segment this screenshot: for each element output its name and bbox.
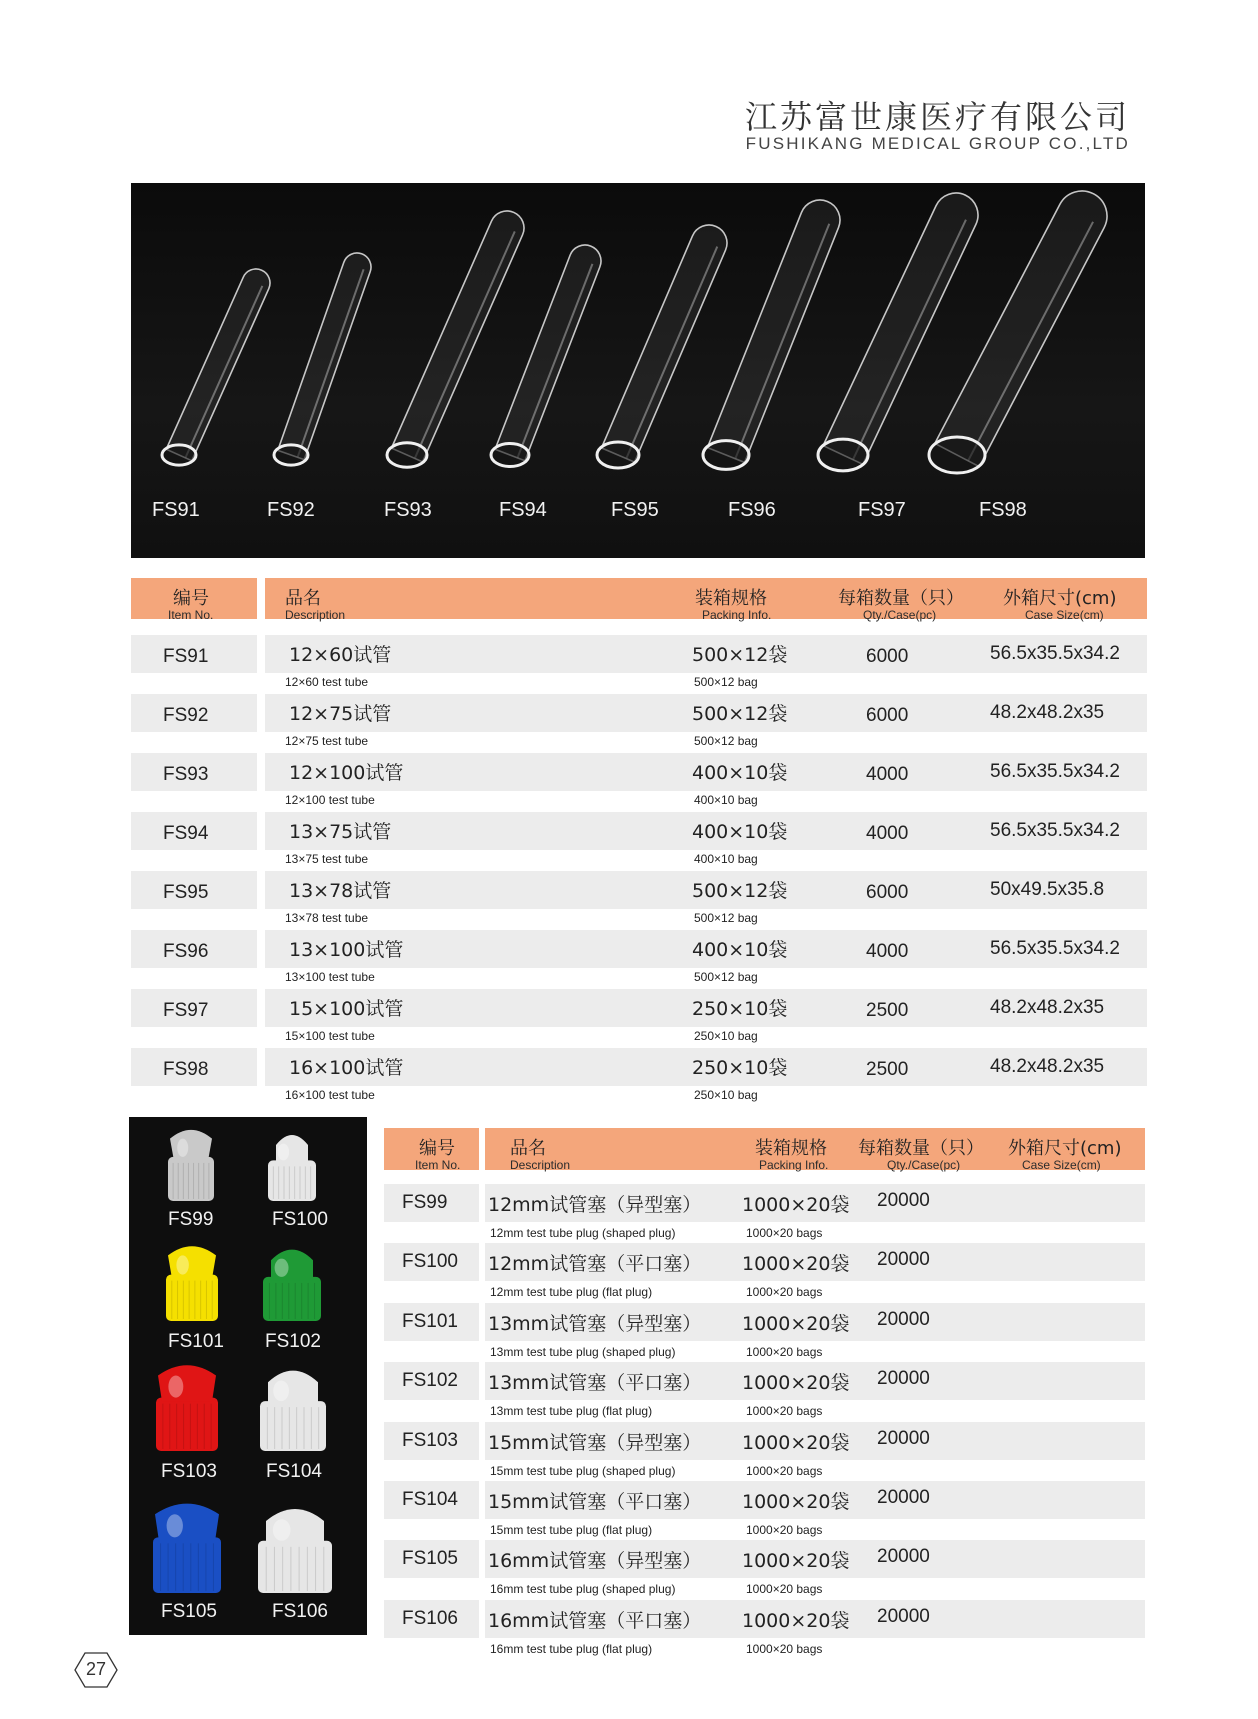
tube-pack-cn: 500×12袋	[692, 644, 788, 666]
tube-label-fs94: FS94	[499, 499, 547, 521]
plug-desc-cn: 12mm试管塞（平口塞）	[488, 1253, 702, 1276]
plug-shape	[168, 1130, 214, 1201]
plug-header-size-cn: 外箱尺寸(cm)	[1008, 1138, 1122, 1159]
tube-desc-en: 13×100 test tube	[285, 970, 375, 984]
plug-qty: 20000	[877, 1487, 930, 1508]
plug-item-no: FS99	[402, 1192, 448, 1213]
plug-label-fs103: FS103	[161, 1461, 217, 1482]
tube-pack-en: 400×10 bag	[694, 793, 758, 807]
tube-qty: 6000	[866, 882, 909, 903]
header-qty-en: Qty./Case(pc)	[863, 608, 937, 622]
plug-label-fs102: FS102	[265, 1331, 321, 1352]
tube-table-header-item	[131, 578, 257, 622]
plug-header-desc-en: Description	[510, 1158, 571, 1172]
tube-desc-en: 13×78 test tube	[285, 911, 369, 925]
header-size-cn: 外箱尺寸(cm)	[1003, 588, 1117, 609]
tube-item-no: FS97	[163, 1000, 209, 1021]
plug-pack-cn: 1000×20袋	[742, 1372, 850, 1395]
tube-pack-cn: 250×10袋	[692, 1057, 788, 1079]
header-packing-cn: 装箱规格	[695, 588, 767, 609]
test-tube-shape	[597, 225, 727, 468]
tube-pack-cn: 400×10袋	[692, 762, 788, 784]
tube-pack-cn: 250×10袋	[692, 998, 788, 1020]
plug-header-packing-en: Packing Info.	[759, 1158, 829, 1172]
header-desc-en: Description	[285, 608, 346, 622]
plug-pack-en: 1000×20 bags	[746, 1285, 823, 1300]
tube-label-fs97: FS97	[858, 499, 906, 521]
plug-pack-en: 1000×20 bags	[746, 1344, 823, 1359]
tube-label-fs91: FS91	[152, 499, 200, 521]
tube-desc-cn: 12×60试管	[289, 644, 392, 666]
tube-qty: 4000	[866, 764, 909, 785]
tube-item-no: FS96	[163, 941, 209, 962]
tube-pack-cn: 500×12袋	[692, 703, 788, 725]
tube-case-size: 56.5x35.5x34.2	[990, 643, 1120, 664]
tube-desc-cn: 13×75试管	[289, 821, 392, 843]
plug-desc-cn: 15mm试管塞（异型塞）	[488, 1431, 702, 1454]
tube-label-fs96: FS96	[728, 499, 776, 521]
tube-desc-cn: 13×78试管	[289, 880, 392, 902]
header-item-en: Item No.	[168, 608, 214, 622]
test-tube-shape	[491, 245, 601, 467]
plug-shape	[263, 1250, 321, 1321]
tube-pack-cn: 400×10袋	[692, 821, 788, 843]
plug-shape	[268, 1135, 316, 1201]
plug-qty: 20000	[877, 1190, 930, 1211]
plug-pack-cn: 1000×20袋	[742, 1253, 850, 1276]
plug-desc-cn: 16mm试管塞（平口塞）	[488, 1609, 702, 1632]
plug-shape	[156, 1365, 218, 1451]
plug-pack-cn: 1000×20袋	[742, 1312, 850, 1335]
test-tube-plug-photo	[129, 1117, 367, 1635]
plug-desc-en: 12mm test tube plug (flat plug)	[490, 1285, 653, 1300]
plug-pack-en: 1000×20 bags	[746, 1404, 823, 1419]
page-number-badge	[74, 1651, 118, 1689]
tube-item-no: FS92	[163, 705, 209, 726]
tube-qty: 2500	[866, 1000, 909, 1021]
plug-item-no: FS105	[402, 1548, 458, 1570]
tube-item-no: FS94	[163, 823, 209, 844]
header-desc-cn: 品名	[285, 588, 321, 609]
tube-case-size: 56.5x35.5x34.2	[990, 761, 1120, 782]
tube-desc-cn: 15×100试管	[289, 998, 404, 1020]
plug-table-header-item	[384, 1128, 479, 1170]
plug-qty: 20000	[877, 1368, 930, 1390]
plug-label-fs100: FS100	[272, 1209, 328, 1230]
plug-desc-en: 16mm test tube plug (shaped plug)	[490, 1582, 676, 1597]
test-tube-shape	[162, 269, 270, 465]
tube-pack-cn: 500×12袋	[692, 880, 788, 902]
tube-label-fs98: FS98	[979, 499, 1027, 521]
plug-item-no: FS100	[402, 1251, 458, 1273]
plug-desc-en: 15mm test tube plug (shaped plug)	[490, 1463, 676, 1478]
plug-label-fs106: FS106	[272, 1601, 328, 1622]
plug-header-size-en: Case Size(cm)	[1022, 1158, 1101, 1172]
header-qty-cn: 每箱数量（只）	[838, 588, 964, 609]
tube-item-no: FS93	[163, 764, 209, 785]
tube-case-size: 56.5x35.5x34.2	[990, 938, 1120, 959]
plug-desc-cn: 12mm试管塞（异型塞）	[488, 1194, 702, 1216]
tube-case-size: 48.2x48.2x35	[990, 702, 1105, 723]
plug-shape	[260, 1371, 326, 1451]
plug-desc-cn: 16mm试管塞（异型塞）	[488, 1550, 702, 1573]
tube-desc-cn: 16×100试管	[289, 1057, 404, 1079]
tube-label-fs92: FS92	[267, 499, 315, 521]
plug-pack-en: 1000×20 bags	[746, 1641, 823, 1656]
tube-desc-cn: 13×100试管	[289, 939, 404, 961]
plug-pack-cn: 1000×20袋	[742, 1550, 850, 1573]
plug-shape	[153, 1504, 221, 1593]
tube-qty: 6000	[866, 646, 909, 667]
plug-pack-cn: 1000×20袋	[742, 1431, 850, 1454]
plug-pack-en: 1000×20 bags	[746, 1463, 823, 1478]
tube-table-header-main	[265, 578, 1147, 622]
tube-pack-en: 500×12 bag	[694, 911, 758, 925]
tube-pack-en: 250×10 bag	[694, 1088, 758, 1102]
tube-label-fs93: FS93	[384, 499, 432, 521]
company-name-en: FUSHIKANG MEDICAL GROUP CO.,LTD	[745, 134, 1130, 153]
test-tube-photo	[131, 183, 1145, 558]
plug-header-packing-cn: 装箱规格	[755, 1138, 827, 1159]
tube-case-size: 48.2x48.2x35	[990, 1056, 1105, 1077]
plug-pack-en: 1000×20 bags	[746, 1523, 823, 1537]
tube-item-no: FS95	[163, 882, 209, 903]
plug-desc-en: 16mm test tube plug (flat plug)	[490, 1641, 653, 1656]
plug-desc-cn: 13mm试管塞（平口塞）	[488, 1372, 702, 1395]
header-size-en: Case Size(cm)	[1025, 608, 1104, 622]
plug-desc-en: 12mm test tube plug (shaped plug)	[490, 1226, 676, 1240]
tube-qty: 2500	[866, 1059, 909, 1080]
plug-header-desc-cn: 品名	[510, 1138, 546, 1159]
tube-desc-en: 12×100 test tube	[285, 793, 375, 807]
plug-label-fs99: FS99	[168, 1209, 214, 1230]
plug-desc-cn: 13mm试管塞（异型塞）	[488, 1312, 702, 1335]
plug-pack-cn: 1000×20袋	[742, 1609, 850, 1632]
tube-pack-en: 250×10 bag	[694, 1029, 758, 1043]
plug-shape	[258, 1509, 332, 1593]
plug-label-fs104: FS104	[266, 1461, 322, 1482]
plug-header-qty-cn: 每箱数量（只）	[858, 1138, 984, 1159]
plug-desc-cn: 15mm试管塞（平口塞）	[488, 1491, 702, 1513]
tube-desc-en: 13×75 test tube	[285, 852, 369, 866]
tube-qty: 4000	[866, 823, 909, 844]
tube-case-size: 56.5x35.5x34.2	[990, 820, 1120, 841]
tube-label-fs95: FS95	[611, 499, 659, 521]
tube-desc-en: 15×100 test tube	[285, 1029, 375, 1043]
tube-pack-en: 500×12 bag	[694, 970, 758, 984]
header-item-cn: 编号	[173, 588, 209, 609]
tube-case-size: 48.2x48.2x35	[990, 997, 1105, 1018]
plug-item-no: FS103	[402, 1429, 458, 1451]
plug-desc-en: 13mm test tube plug (shaped plug)	[490, 1344, 676, 1359]
plug-qty: 20000	[877, 1427, 930, 1449]
plug-pack-cn: 1000×20袋	[742, 1194, 850, 1216]
plug-pack-en: 1000×20 bags	[746, 1582, 823, 1597]
plug-header-item-en: Item No.	[415, 1158, 461, 1172]
company-name-cn: 江苏富世康医疗有限公司	[744, 98, 1130, 136]
plug-item-no: FS101	[402, 1310, 458, 1332]
tube-pack-cn: 400×10袋	[692, 939, 788, 961]
plug-shape	[166, 1246, 218, 1321]
tube-item-no: FS98	[163, 1059, 209, 1080]
plug-desc-en: 13mm test tube plug (flat plug)	[490, 1404, 653, 1419]
plug-table-header-main	[485, 1128, 1145, 1170]
tube-case-size: 50x49.5x35.8	[990, 879, 1105, 900]
tube-desc-en: 12×60 test tube	[285, 675, 369, 689]
plug-desc-en: 15mm test tube plug (flat plug)	[490, 1523, 653, 1537]
plug-pack-cn: 1000×20袋	[742, 1491, 850, 1513]
page-number: 27	[85, 1659, 107, 1679]
plug-label-fs105: FS105	[161, 1601, 217, 1622]
plug-item-no: FS102	[402, 1370, 458, 1392]
plug-qty: 20000	[877, 1605, 930, 1627]
plug-qty: 20000	[877, 1546, 930, 1568]
tube-pack-en: 500×12 bag	[694, 675, 758, 689]
plug-qty: 20000	[877, 1308, 930, 1330]
plug-header-qty-en: Qty./Case(pc)	[887, 1158, 961, 1172]
tube-qty: 4000	[866, 941, 909, 962]
plug-item-no: FS104	[402, 1489, 458, 1510]
test-tube-shape	[274, 253, 371, 465]
plug-illustration	[129, 1117, 367, 1635]
plug-label-fs101: FS101	[168, 1331, 224, 1352]
plug-item-no: FS106	[402, 1607, 458, 1629]
tube-desc-en: 16×100 test tube	[285, 1088, 375, 1102]
tube-qty: 6000	[866, 705, 909, 726]
header-packing-en: Packing Info.	[702, 608, 772, 622]
plug-pack-en: 1000×20 bags	[746, 1226, 823, 1240]
tube-desc-cn: 12×100试管	[289, 762, 404, 784]
plug-qty: 20000	[877, 1249, 930, 1271]
tube-desc-cn: 12×75试管	[289, 703, 392, 725]
plug-header-item-cn: 编号	[419, 1138, 455, 1159]
tube-item-no: FS91	[163, 646, 209, 667]
tube-desc-en: 12×75 test tube	[285, 734, 369, 748]
tube-pack-en: 400×10 bag	[694, 852, 758, 866]
tube-pack-en: 500×12 bag	[694, 734, 758, 748]
